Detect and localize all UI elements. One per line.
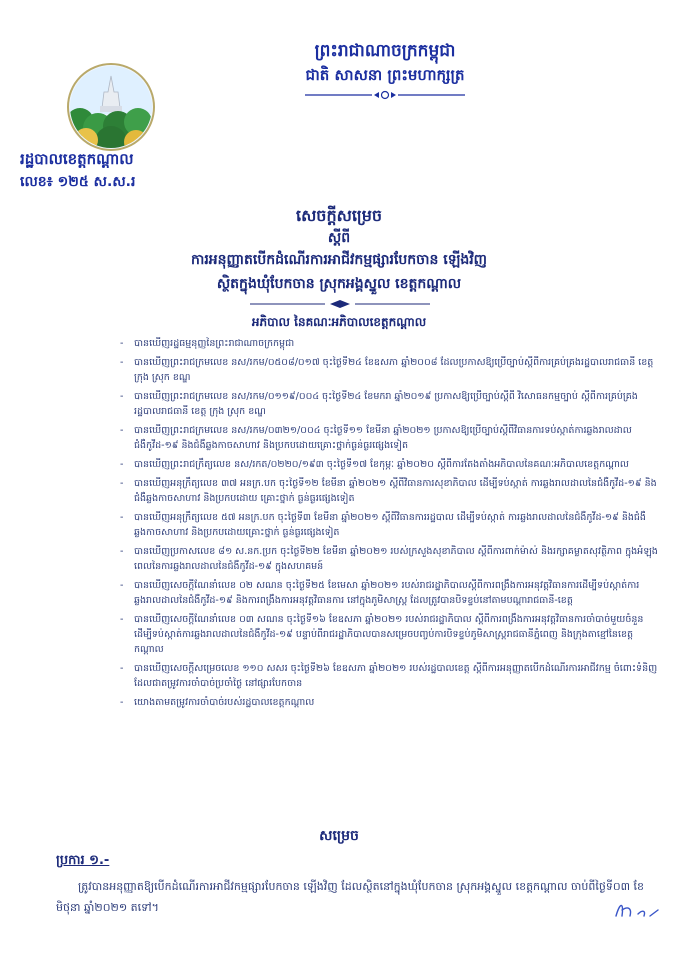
recital-item: - បានឃើញព្រះរាជក្រមលេខ នស/រកម/០៣២១/០០៤ ចុះថ្ងៃទី១១ ខែមីនា ឆ្នាំ២០២១ ប្រកាសឱ្យប្រើច្បាប់ស្ដីពីវិធានការទប់ស្កាត់ការឆ្លងរាលដាលជំងឺកូវីដ-១៩ និងជំងឺឆ្លងកាចសាហាវ និងប្រកបដោយគ្រោះថ្នាក់ធ្ងន់ធ្ងរផ្សេងទៀត [120,425,632,451]
issuing-authority: អភិបាល នៃគណៈអភិបាលខេត្តកណ្ដាល [251,315,427,329]
recital-item: - បានឃើញប្រកាសលេខ ៨១ ស.នក.ប្រក ចុះថ្ងៃទី២២ ខែមីនា ឆ្នាំ២០២១ របស់ក្រសួងសុខាភិបាល ស្ដីពីការពាក់ម៉ាស់ និងរក្សាគម្លាតសុវត្ថិភាព ក្នុងអំឡុងពេលនៃការឆ្លងរាលដាលនៃជំងឺកូវីដ-១៩ ក្នុងសហគមន៍ [120,546,658,572]
recital-item: - យោងតាមតម្រូវការចាំបាច់របស់រដ្ឋបាលខេត្តកណ្ដាល [120,697,315,708]
recital-item: - បានឃើញរដ្ឋធម្មនុញ្ញនៃព្រះរាជាណាចក្រកម្ពុជា [120,338,295,349]
recital-item: - បានឃើញព្រះរាជក្រមលេខ នស/រកម/០១១៩/០០៤ ចុះថ្ងៃទី២៤ ខែមករា ឆ្នាំ២០១៩ ប្រកាសឱ្យប្រើច្បាប់ស្ដីពី វិសោធនកម្មច្បាប់ ស្ដីពីការគ្រប់គ្រងរដ្ឋបាលរាជធានី ខេត្ត ក្រុង ស្រុក ខណ្ឌ [120,391,638,417]
provincial-seal-icon [66,62,156,152]
decision-heading: សម្រេច [319,828,359,844]
title-about: ស្ដីពី [327,230,351,246]
title-subject: ការអនុញ្ញាតបើកដំណើរការអាជីវកម្មផ្សារបែកចាន ឡើងវិញ [190,252,488,268]
recital-item: - បានឃើញអនុក្រឹត្យលេខ ៣៧ អនក្រ.បក ចុះថ្ងៃទី១២ ខែមីនា ឆ្នាំ២០២១ ស្ដីពីវិធានការសុខាភិបាល ដើម្បីទប់ស្កាត់ ការឆ្លងរាលដាលនៃជំងឺកូវីដ-១៩ និងជំងឺឆ្លងកាចសាហាវ និងប្រកបដោយ គ្រោះថ្នាក់ ធ្ងន់ធ្ងរផ្សេងទៀត [120,478,657,504]
reference-number: លេខ៖ ១២៥ ស.ស.រ [20,174,136,190]
article-heading: ប្រការ ១.- [56,853,110,868]
kingdom-name: ព្រះរាជាណាចក្រកម្ពុជា [314,41,456,61]
handwritten-initials-icon [612,898,662,922]
document-type: សេចក្ដីសម្រេច [295,206,382,225]
issuing-administration: រដ្ឋបាលខេត្តកណ្ដាល [20,150,134,168]
national-motto: ជាតិ សាសនា ព្រះមហាក្សត្រ [305,66,465,84]
recital-item: - បានឃើញសេចក្ដីណែនាំលេខ ០២ សណន ចុះថ្ងៃទី២៥ ខែមេសា ឆ្នាំ២០២១ របស់រាជរដ្ឋាភិបាលស្ដីពីការពង្រឹងការអនុវត្តវិធានការដើម្បីទប់ស្កាត់ការឆ្លងរាលដាលនៃជំងឺកូវីដ-១៩ និងការពង្រឹងការអនុវត្តវិធានការ នៅក្នុងភូមិសាស្ត្រ ដែលត្រូវបានបិទខ្ទប់នៅតាមបណ្ដារាជធានី-ខេត្ត [120,580,640,606]
recital-item: - បានឃើញព្រះរាជក្រមលេខ នស/រកម/០៥០៨/០១៧ ចុះថ្ងៃទី២៤ ខែឧសភា ឆ្នាំ២០០៨ ដែលប្រកាសឱ្យប្រើច្បាប់ស្ដីពីការគ្រប់គ្រងរដ្ឋបាលរាជធានី ខេត្ត ក្រុង ស្រុក ខណ្ឌ [120,357,654,383]
title-location: ស្ថិតក្នុងឃុំបែកចាន ស្រុកអង្គស្នួល ខេត្តកណ្ដាល [216,276,462,292]
recitals-list [120,336,660,714]
motto-ornament [300,90,470,100]
recital-item: - បានឃើញព្រះរាជក្រឹត្យលេខ នស/រកត/០២២០/១៩៣ ចុះថ្ងៃទី១៧ ខែកុម្ភៈ ឆ្នាំ២០២០ ស្ដីពីការតែងតាំងអភិបាលនៃគណៈអភិបាលខេត្តកណ្ដាល [120,459,629,470]
recital-item: - បានឃើញសេចក្ដីសម្រេចលេខ ១១០ សសរ ចុះថ្ងៃទី២៦ ខែឧសភា ឆ្នាំ២០២១ របស់រដ្ឋបាលខេត្ត ស្ដីពីការអនុញ្ញាតបើកដំណើរការអាជីវកម្ម ចំពោះទំនិញដែលជាតម្រូវការចាំបាច់ប្រចាំថ្ងៃ នៅផ្សារបែកចាន [120,663,658,689]
article-body: ត្រូវបានអនុញ្ញាតឱ្យបើកដំណើរការអាជីវកម្មផ្សារបែកចាន ឡើងវិញ ដែលស្ថិតនៅក្នុងឃុំបែកចាន ស្រុកអង្គស្នួល ខេត្តកណ្ដាល ចាប់ពីថ្ងៃទី០៣ ខែមិថុនា ឆ្នាំ២០២១ តទៅ។ [56,880,644,914]
recital-item: - បានឃើញសេចក្ដីណែនាំលេខ ០៣ សណន ចុះថ្ងៃទី១៦ ខែឧសភា ឆ្នាំ២០២១ របស់រាជរដ្ឋាភិបាល ស្ដីពីការពង្រឹងការអនុវត្តវិធានការចាំបាច់មួយចំនួន ដើម្បីទប់ស្កាត់ការឆ្លងរាលដាលនៃជំងឺកូវីដ-១៩ បន្ទាប់ពីរាជរដ្ឋាភិបាលបានសម្រេចបញ្ចប់ការបិទខ្ទប់ភូមិសាស្ត្ររាជធានីភ្នំពេញ និងក្រុងតាខ្មៅនៃខេត្តកណ្ដាល [120,614,644,655]
title-divider [240,300,440,308]
recital-item: - បានឃើញអនុក្រឹត្យលេខ ៥៧ អនក្រ.បក ចុះថ្ងៃទី៣ ខែមីនា ឆ្នាំ២០២១ ស្ដីពីវិធានការរដ្ឋបាល ដើម្បីទប់ស្កាត់ ការឆ្លងរាលដាលនៃជំងឺកូវីដ-១៩ និងជំងឺឆ្លងកាចសាហាវ និងប្រកបដោយគ្រោះថ្នាក់ ធ្ងន់ធ្ងរផ្សេងទៀត [120,512,646,538]
